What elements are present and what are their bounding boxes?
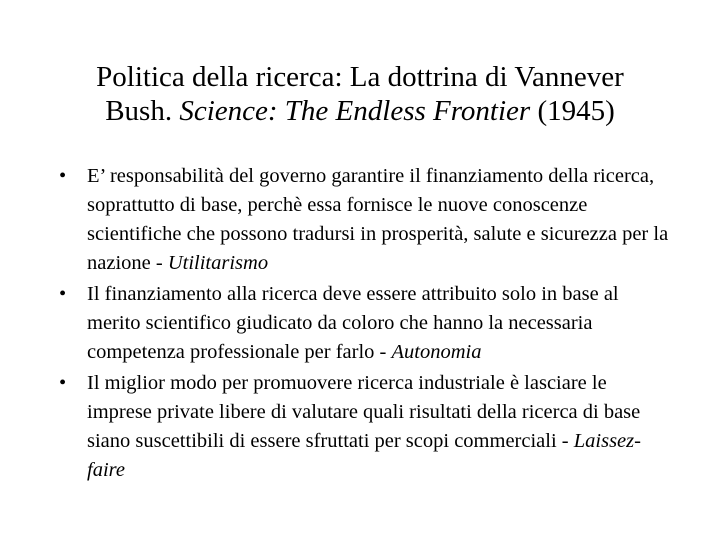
bullet-text bbox=[87, 283, 619, 363]
bullet-keyword: Autonomia bbox=[391, 341, 482, 363]
bullet-dot-icon: • bbox=[59, 283, 67, 305]
bullet-text bbox=[87, 372, 641, 481]
bullet-item-utilitarismo bbox=[59, 162, 669, 278]
bullet-keyword: Laissez-faire bbox=[87, 430, 641, 481]
bullet-body: Il miglior modo per promuovere ricerca industriale è lasciare le imprese private libere di valutare quali risultati della ricerca di base siano suscettibili di essere sfruttati per scopi commerciali - bbox=[87, 372, 641, 452]
bullet-item-autonomia bbox=[59, 280, 669, 367]
bullet-dot-icon: • bbox=[59, 165, 67, 187]
bullet-list bbox=[59, 162, 669, 487]
title-book-name: Science: The Endless Frontier bbox=[179, 95, 531, 127]
bullet-text bbox=[87, 165, 668, 274]
bullet-dot-icon: • bbox=[59, 372, 67, 394]
title-line-2-prefix: Bush. bbox=[105, 95, 180, 127]
bullet-keyword: Utilitarismo bbox=[167, 252, 269, 274]
slide-title bbox=[40, 60, 680, 128]
bullet-body: Il finanziamento alla ricerca deve essere attribuito solo in base al merito scientifico giudicato da coloro che hanno la necessaria competenza professionale per farlo - bbox=[87, 283, 619, 363]
title-line-2-suffix: (1945) bbox=[530, 95, 615, 127]
bullet-body: E’ responsabilità del governo garantire il finanziamento della ricerca, soprattutto di base, perchè essa fornisce le nuove conoscenze scientifiche che possono tradursi in prosperità, salute e sicurezza per la nazione - bbox=[87, 165, 669, 274]
bullet-item-laissez-faire bbox=[59, 369, 669, 485]
title-line-1: Politica della ricerca: La dottrina di Vannever bbox=[96, 61, 624, 93]
